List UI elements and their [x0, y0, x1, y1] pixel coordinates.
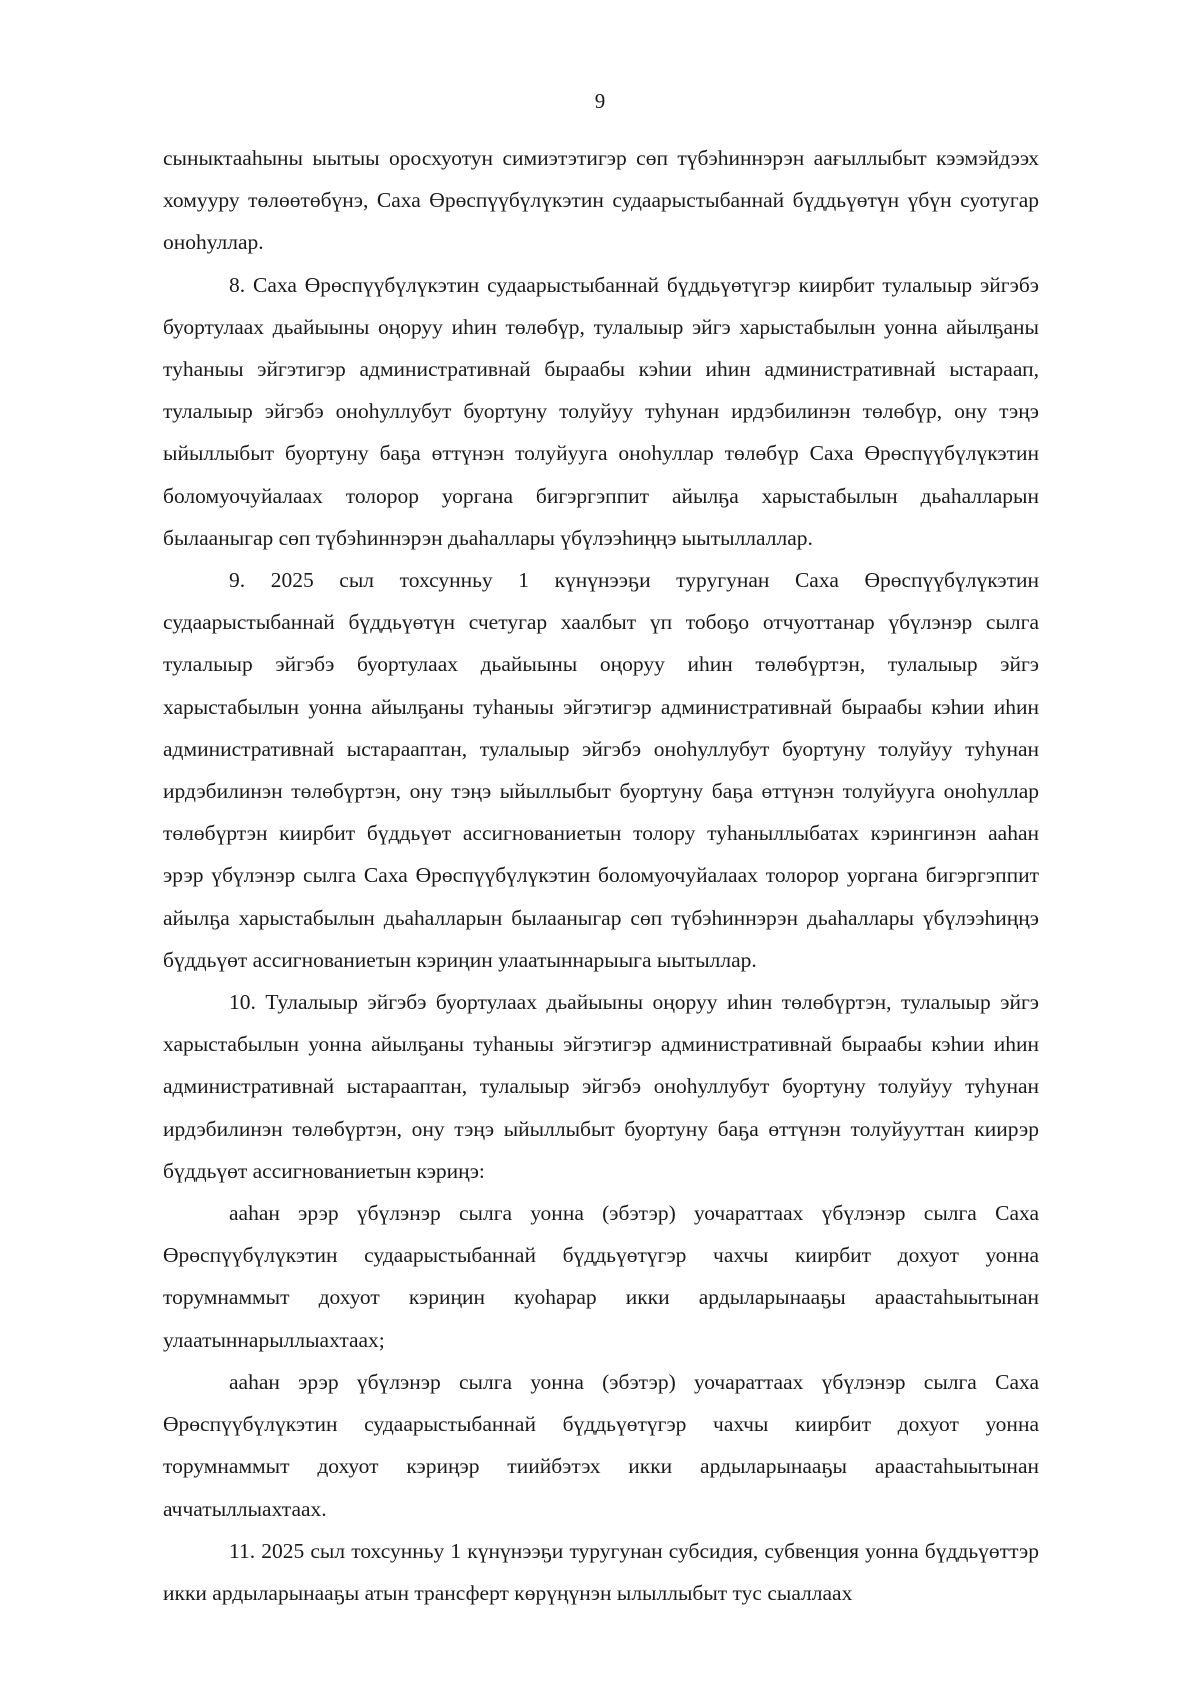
paragraph-10-item-1: ааһан эрэр үбүлэнэр сылга уонна (эбэтэр) уочараттаах үбүлэнэр сылга Саха Өрөспүүбүлүкэтин судаарыстыбаннай бүддьүөтүгэр чахчы киирбит дохуот уонна торумнаммыт дохуот кэриңин куоһарар икки ардыларынааҕы араастаһыытынан улаатыннарыллыахтаах; [163, 1201, 1039, 1352]
document-body [163, 137, 1039, 1614]
page-number: 9 [594, 89, 606, 113]
paragraph-9: 9. 2025 сыл тохсунньу 1 күнүнээҕи туругунан Саха Өрөспүүбүлүкэтин судаарыстыбаннай бүддьүөтүн счетугар хаалбыт үп тобоҕо отчуоттанар үбүлэнэр сылга тулалыыр эйгэбэ буортулаах дьайыыны оңоруу иһин төлөбүртэн, тулалыыр эйгэ харыстабылын уонна айылҕаны туһаныы эйгэтигэр административнай быраабы кэһии иһин административнай ыстарааптан, тулалыыр эйгэбэ оноһуллубут буортуну толуйуу туһунан ирдэбилинэн төлөбүртэн, ону тэңэ ыйыллыбыт буортуну баҕа өттүнэн толуйууга оноһуллар төлөбүртэн киирбит бүддьүөт ассигнованиетын толору туһаныллыбатах кэрингинэн ааһан эрэр үбүлэнэр сылга Саха Өрөспүүбүлүкэтин боломуочуйалаах толорор уоргана бигэргэппит айылҕа харыстабылын дьаһалларын былааныгар сөп түбэһиннэрэн дьаһаллары үбүлээһиңңэ бүддьүөт ассигнованиетын кэриңин улаатыннарыыга ыытыллар. [163, 568, 1039, 972]
paragraph-8: 8. Саха Өрөспүүбүлүкэтин судаарыстыбаннай бүддьүөтүгэр киирбит тулалыыр эйгэбэ буортулаах дьайыыны оңоруу иһин төлөбүр, тулалыыр эйгэ харыстабылын уонна айылҕаны туһаныы эйгэтигэр административнай быраабы кэһии иһин административнай ыстараап, тулалыыр эйгэбэ оноһуллубут буортуну толуйуу туһунан ирдэбилинэн төлөбүр, ону тэңэ ыйыллыбыт буортуну баҕа өттүнэн толуйууга оноһуллар төлөбүр Саха Өрөспүүбүлүкэтин боломуочуйалаах толорор уоргана бигэргэппит айылҕа харыстабылын дьаһалларын былааныгар сөп түбэһиннэрэн дьаһаллары үбүлээһиңңэ ыытыллаллар. [163, 272, 1039, 550]
paragraph-11: 11. 2025 сыл тохсунньу 1 күнүнээҕи туругунан субсидия, субвенция уонна бүддьүөттэр икки ардыларынааҕы атын трансферт көрүңүнэн ылыллыбыт тус сыаллаах [163, 1538, 1039, 1605]
paragraph-10-item-2: ааһан эрэр үбүлэнэр сылга уонна (эбэтэр) уочараттаах үбүлэнэр сылга Саха Өрөспүүбүлүкэтин судаарыстыбаннай бүддьүөтүгэр чахчы киирбит дохуот уонна торумнаммыт дохуот кэриңэр тиийбэтэх икки ардыларынааҕы араастаһыытынан аччатыллыахтаах. [163, 1369, 1039, 1521]
paragraph-continuation: сыныктааһыны ыытыы оросхуотун симиэтэтигэр сөп түбэһиннэрэн аағыллыбыт кээмэйдээх хомууру төлөөтөбүнэ, Саха Өрөспүүбүлүкэтин судаарыстыбаннай бүддьүөтүн үбүн суотугар оноһуллар. [163, 146, 1039, 255]
paragraph-10: 10. Тулалыыр эйгэбэ буортулаах дьайыыны оңоруу иһин төлөбүртэн, тулалыыр эйгэ харыстабылын уонна айылҕаны туһаныы эйгэтигэр административнай быраабы кэһии иһин административнай ыстарааптан, тулалыыр эйгэбэ оноһуллубут буортуну толуйуу туһунан ирдэбилинэн төлөбүртэн, ону тэңэ ыйыллыбыт буортуну баҕа өттүнэн толуйууттан киирэр бүддьүөт ассигнованиетын кэриңэ: [163, 990, 1039, 1183]
